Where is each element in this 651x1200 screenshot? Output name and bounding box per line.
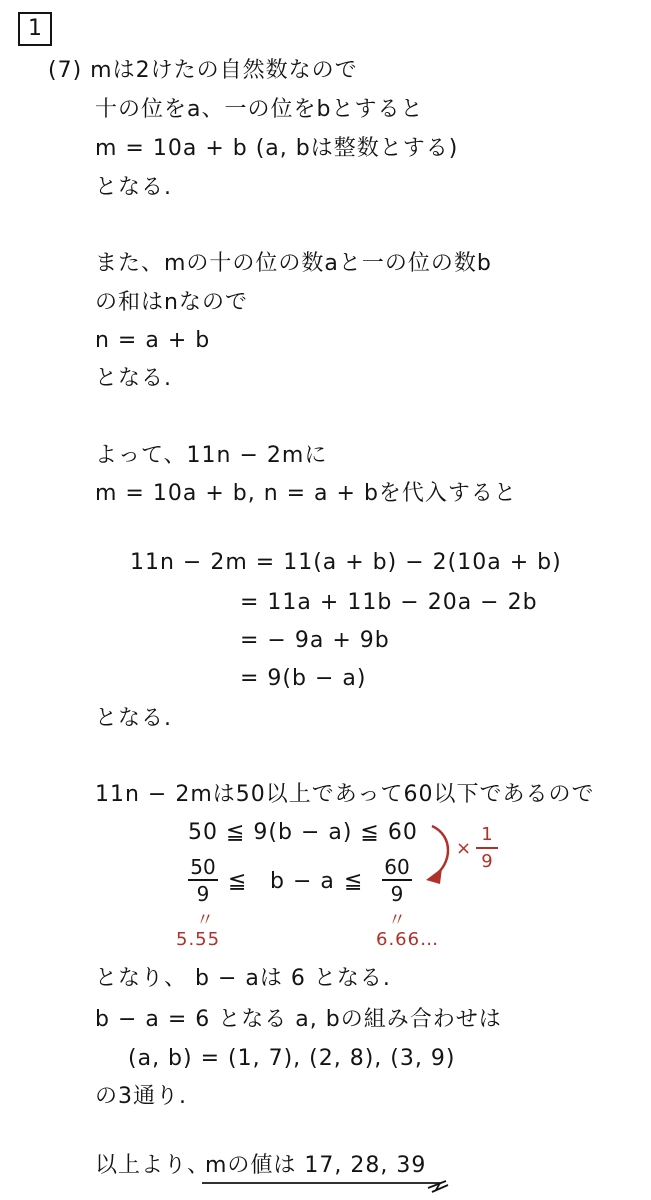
fraction-numerator: 60 bbox=[384, 855, 410, 879]
line-naru-2: となる. bbox=[95, 366, 172, 391]
line-count: の3通り. bbox=[95, 1084, 187, 1109]
problem-number-box: 1 bbox=[18, 12, 52, 46]
fraction-bar bbox=[382, 879, 412, 881]
line-calc-2: = 11a + 11b − 20a − 2b bbox=[240, 590, 538, 615]
decimal-value-1: 5.55 bbox=[176, 929, 221, 950]
line-mata: また、mの十の位の数aと一の位の数b bbox=[95, 251, 492, 276]
line-intro: (7) mは2けたの自然数なので bbox=[48, 58, 358, 83]
times-sign: × bbox=[456, 838, 473, 859]
fraction-60-9 bbox=[382, 856, 412, 905]
leq-sign-2: ≦ bbox=[344, 869, 364, 894]
line-n-eq: n = a + b bbox=[95, 328, 211, 353]
fraction-50-9 bbox=[188, 856, 218, 905]
fraction-numerator: 1 bbox=[481, 824, 493, 845]
line-digits-def: 十の位をa、一の位をbとすると bbox=[95, 97, 424, 122]
leq-sign-1: ≦ bbox=[228, 869, 248, 894]
fraction-denominator: 9 bbox=[481, 851, 493, 872]
fraction-bar bbox=[476, 847, 498, 849]
line-pairs: (a, b) = (1, 7), (2, 8), (3, 9) bbox=[128, 1046, 456, 1071]
fraction-bar bbox=[188, 879, 218, 881]
line-result-6: となり、 b − aは 6 となる. bbox=[95, 966, 391, 991]
fraction-denominator: 9 bbox=[390, 882, 404, 906]
line-m-eq: m = 10a + b (a, bは整数とする) bbox=[95, 136, 459, 161]
line-calc-3: = − 9a + 9b bbox=[240, 628, 390, 653]
decimal-value-2: 6.66… bbox=[376, 929, 440, 950]
line-calc-4: = 9(b − a) bbox=[240, 666, 367, 691]
line-yotte: よって、11n − 2mに bbox=[95, 443, 328, 468]
line-sum-n: の和はnなので bbox=[95, 290, 248, 315]
line-conclusion-prefix: 以上より、 bbox=[95, 1153, 211, 1178]
line-combinations: b − a = 6 となる a, bの組み合わせは bbox=[95, 1007, 502, 1032]
fraction-denominator: 9 bbox=[196, 882, 210, 906]
b-minus-a: b − a bbox=[270, 869, 335, 894]
line-range: 11n − 2mは50以上であって60以下であるので bbox=[95, 782, 595, 807]
line-naru-3: となる. bbox=[95, 706, 172, 731]
line-calc-1: 11n − 2m = 11(a + b) − 2(10a + b) bbox=[130, 550, 562, 575]
approx-mark-1: 〃 bbox=[196, 910, 215, 931]
line-substitute: m = 10a + b, n = a + bを代入すると bbox=[95, 481, 517, 506]
answer-text: mの値は 17, 28, 39 bbox=[205, 1153, 427, 1178]
fraction-numerator: 50 bbox=[190, 855, 216, 879]
line-inequality: 50 ≦ 9(b − a) ≦ 60 bbox=[188, 820, 418, 845]
approx-mark-2: 〃 bbox=[388, 910, 407, 931]
answer-double-underline bbox=[200, 1178, 450, 1194]
fraction-one-ninth bbox=[476, 824, 498, 873]
line-naru-1: となる. bbox=[95, 175, 172, 200]
